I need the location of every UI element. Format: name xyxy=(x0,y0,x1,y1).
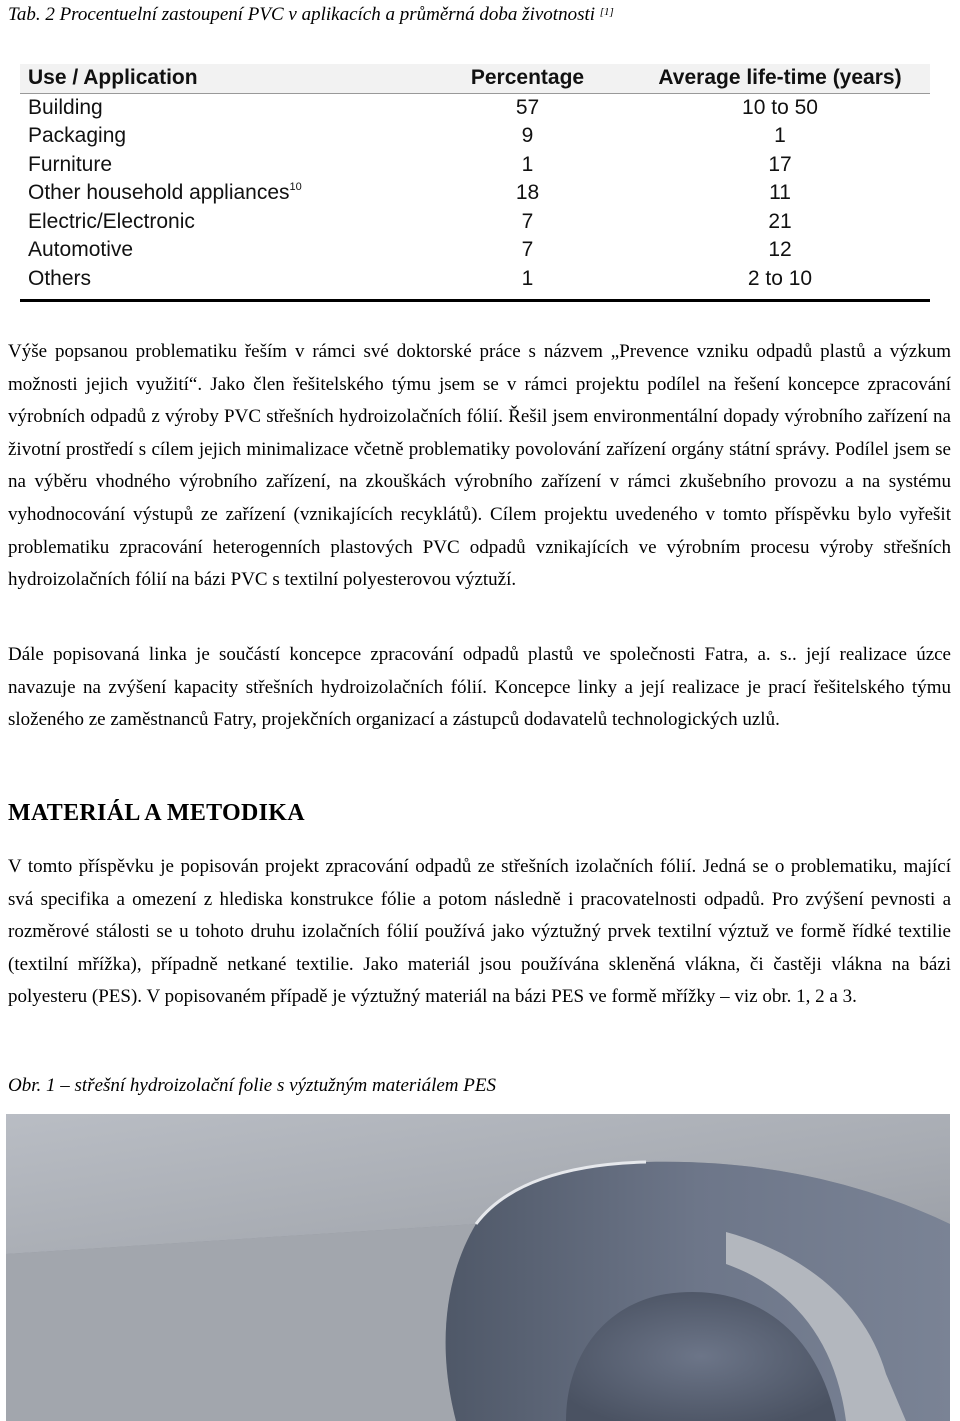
paragraph-3: V tomto příspěvku je popisován projekt zpracování odpadů ze střešních izolačních fólií. Jedná se o problematiku, mající svá specifika a omezení z hlediska konstrukce fólie a potom následně i pracovatelnosti odpadů. Pro zvýšení pevnosti a rozměrové stálosti se u tohoto druhu izolačních fólií používá jako výztužný prvek textilní výztuž ve formě řídké textilie (textilní mřížka), případně netkané textilie. Jako materiál jsou používána skleněná vlákna, či častěji vlákna na bázi polyesteru (PES). V popisovaném případě je výztužný materiál na bázi PES ve formě mřížky – viz obr. 1, 2 a 3. xyxy=(8,856,951,1008)
paragraph-2: Dále popisovaná linka je součástí koncepce zpracování odpadů plastů ve společnosti Fatra, a. s.. její realizace úzce navazuje na zvýšení kapacity střešních hydroizolačních fólií. Koncepce linky a její realizace je prací řešitelského týmu složeného ze zaměstnanců Fatry, projekčních organizací a zástupců dodavatelů technologických uzlů. xyxy=(8,644,951,731)
header-percentage: Percentage xyxy=(425,64,630,93)
header-use: Use / Application xyxy=(20,64,425,93)
cell-use xyxy=(20,93,425,122)
pvc-usage-table-image xyxy=(20,64,930,302)
table-body xyxy=(20,93,930,293)
cell-use xyxy=(20,151,425,180)
cell-lifetime: 2 to 10 xyxy=(747,266,813,290)
pvc-usage-table xyxy=(20,64,930,293)
table-caption-ref: [1] xyxy=(599,6,614,18)
cell-percentage: 1 xyxy=(521,152,534,176)
table-header-row xyxy=(20,64,930,93)
cell-use xyxy=(20,265,425,294)
use-label: Others xyxy=(28,266,92,290)
header-lifetime: Average life-time (years) xyxy=(630,64,930,93)
table-caption-text: Tab. 2 Procentuelní zastoupení PVC v aplikacích a průměrná doba životnosti xyxy=(8,4,596,25)
cell-percentage: 9 xyxy=(521,124,534,148)
use-label: Building xyxy=(28,95,103,119)
paragraph-1: Výše popsanou problematiku řeším v rámci své doktorské práce s názvem „Prevence vzniku odpadů plastů a výzkum možnosti jejich využití“. Jako člen řešitelského týmu jsem se v rámci projektu podílel na řešení koncepce zpracování výrobních odpadů z výroby PVC střešních hydroizolačních fólií. Řešil jsem environmentální dopady výrobního zařízení na životní prostředí s cílem jejich minimalizace včetně problematiky povolování zařízení orgány státní správy. Podílel jsem se na výběru vhodného výrobního zařízení, na zkouškách výrobního zařízení v rámci zkušebního provozu a na systému vyhodnocování výstupů ze zařízení (vznikajících recyklátů). Cílem projektu uvedeného v tomto příspěvku bylo vyřešit problematiku zpracování heterogenních plastových PVC odpadů vznikajících ve výrobním procesu výroby střešních hydroizolačních fólií na bázi PVC s textilní polyesterovou výztuží. xyxy=(8,341,951,591)
use-label: Packaging xyxy=(28,124,127,148)
cell-percentage: 7 xyxy=(521,209,534,233)
table-row xyxy=(20,93,930,122)
cell-lifetime: 1 xyxy=(774,124,786,148)
use-label: Other household appliances xyxy=(28,181,290,205)
cell-lifetime: 12 xyxy=(768,238,792,262)
membrane-front-area xyxy=(6,1224,476,1421)
cell-use xyxy=(20,122,425,151)
figure-caption: Obr. 1 – střešní hydroizolační folie s výztužným materiálem PES xyxy=(8,1075,496,1096)
table-row xyxy=(20,208,930,237)
table-row xyxy=(20,236,930,265)
section-heading: MATERIÁL A METODIKA xyxy=(8,800,305,826)
cell-use xyxy=(20,236,425,265)
table-caption xyxy=(8,3,614,27)
footnote-ref: 10 xyxy=(289,181,302,194)
cell-percentage: 7 xyxy=(521,238,534,262)
table-row xyxy=(20,265,930,294)
cell-lifetime: 21 xyxy=(768,209,792,233)
use-label: Electric/Electronic xyxy=(28,209,195,233)
table-row xyxy=(20,179,930,208)
cell-lifetime: 17 xyxy=(768,152,792,176)
use-label: Furniture xyxy=(28,152,113,176)
table-row xyxy=(20,122,930,151)
cell-percentage: 57 xyxy=(515,95,540,119)
cell-percentage: 1 xyxy=(521,266,534,290)
cell-use xyxy=(20,208,425,237)
cell-lifetime: 10 to 50 xyxy=(742,95,818,119)
table-row xyxy=(20,151,930,180)
use-label: Automotive xyxy=(28,238,134,262)
cell-use xyxy=(20,179,425,208)
cell-percentage: 18 xyxy=(515,181,540,205)
pvc-membrane-photo xyxy=(6,1114,950,1421)
cell-lifetime: 11 xyxy=(769,181,791,205)
